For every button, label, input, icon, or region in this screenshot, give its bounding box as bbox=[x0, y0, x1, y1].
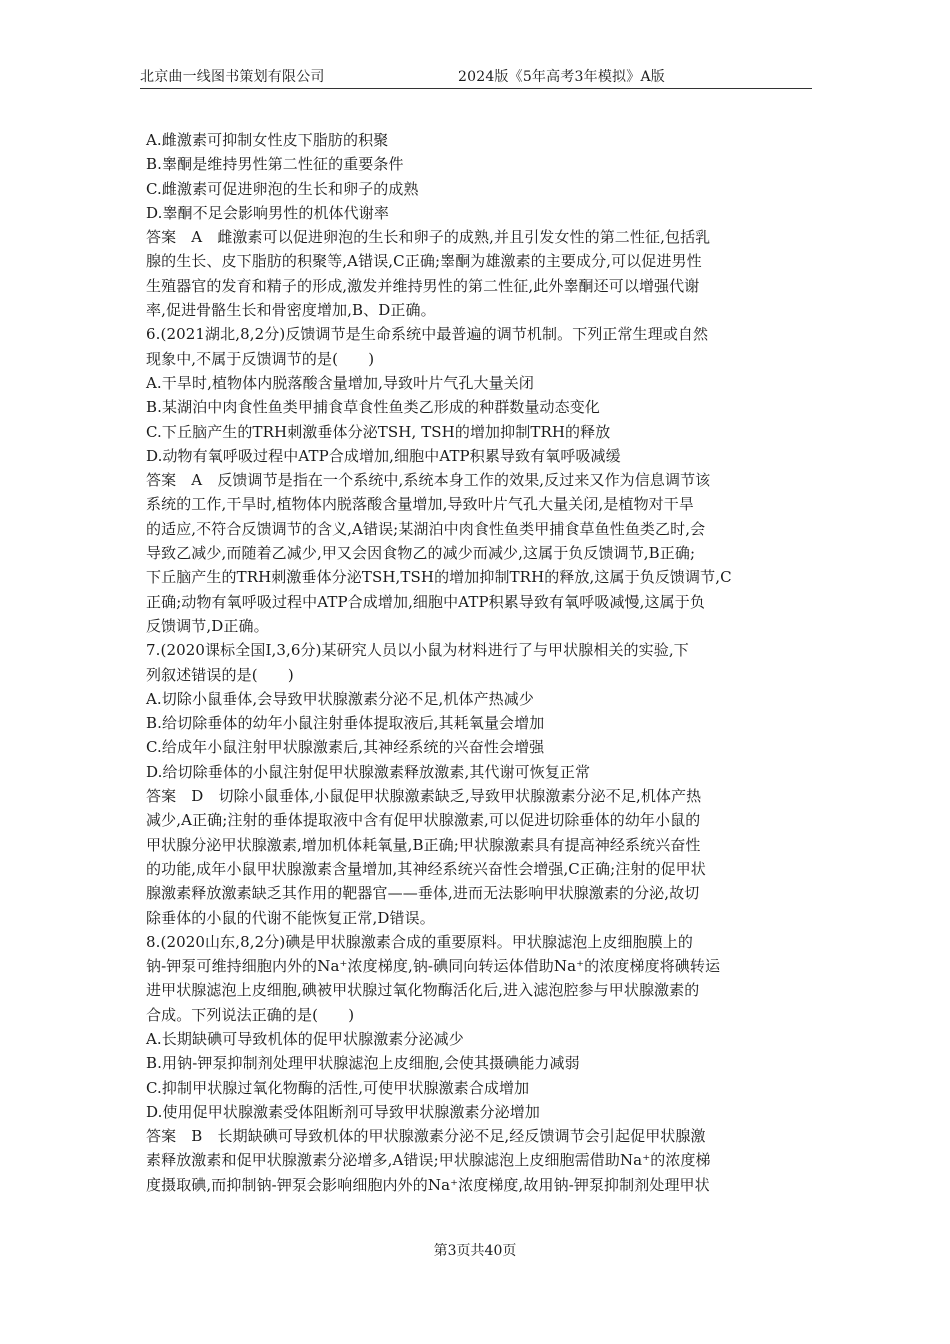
text-line: 进甲状腺滤泡上皮细胞,碘被甲状腺过氧化物酶活化后,进入滤泡腔参与甲状腺激素的 bbox=[146, 981, 700, 1000]
text-line: D.睾酮不足会影响男性的机体代谢率 bbox=[146, 203, 389, 222]
text-line: C.下丘脑产生的TRH刺激垂体分泌TSH, TSH的增加抑制TRH的释放 bbox=[146, 422, 611, 441]
text-line: 下丘脑产生的TRH刺激垂体分泌TSH,TSH的增加抑制TRH的释放,这属于负反馈调节,C bbox=[146, 568, 732, 587]
text-line: C.抑制甲状腺过氧化物酶的活性,可使甲状腺激素合成增加 bbox=[146, 1078, 530, 1097]
text-line: 反馈调节,D正确。 bbox=[146, 616, 269, 635]
page-header bbox=[140, 64, 812, 89]
text-line: 6.(2021湖北,8,2分)反馈调节是生命系统中最普遍的调节机制。下列正常生理或自然 bbox=[146, 325, 709, 344]
text-line: D.给切除垂体的小鼠注射促甲状腺激素释放激素,其代谢可恢复正常 bbox=[146, 762, 591, 781]
text-line: 答案 A 反馈调节是指在一个系统中,系统本身工作的效果,反过来又作为信息调节该 bbox=[146, 471, 711, 490]
text-line: 减少,A正确;注射的垂体提取液中含有促甲状腺激素,可以促进切除垂体的幼年小鼠的 bbox=[146, 811, 701, 830]
page-number: 第3页共40页 bbox=[433, 1243, 517, 1259]
text-line: B.用钠-钾泵抑制剂处理甲状腺滤泡上皮细胞,会使其摄碘能力减弱 bbox=[146, 1054, 580, 1073]
text-line: B.某湖泊中肉食性鱼类甲捕食草食性鱼类乙形成的种群数量动态变化 bbox=[146, 398, 600, 417]
text-line: 的适应,不符合反馈调节的含义,A错误;某湖泊中肉食性鱼类甲捕食草鱼性鱼类乙时,会 bbox=[146, 519, 706, 538]
text-line: 度摄取碘,而抑制钠-钾泵会影响细胞内外的Na⁺浓度梯度,故用钠-钾泵抑制剂处理甲状 bbox=[146, 1175, 710, 1194]
text-line: 素释放激素和促甲状腺激素分泌增多,A错误;甲状腺滤泡上皮细胞需借助Na⁺的浓度梯 bbox=[146, 1151, 711, 1170]
text-line: 率,促进骨骼生长和骨密度增加,B、D正确。 bbox=[146, 301, 436, 320]
book-title: 2024版《5年高考3年模拟》A版 bbox=[458, 69, 665, 85]
text-line: 列叙述错误的是( ) bbox=[146, 665, 294, 684]
document-body bbox=[146, 128, 810, 1197]
text-line: 生殖器官的发育和精子的形成,激发并维持男性的第二性征,此外睾酮还可以增强代谢 bbox=[146, 276, 700, 295]
text-line: A.切除小鼠垂体,会导致甲状腺激素分泌不足,机体产热减少 bbox=[146, 689, 534, 708]
text-line: 甲状腺分泌甲状腺激素,增加机体耗氧量,B正确;甲状腺激素具有提高神经系统兴奋性 bbox=[146, 835, 701, 854]
text-line: 合成。下列说法正确的是( ) bbox=[146, 1005, 355, 1024]
text-line: A.雌激素可抑制女性皮下脂肪的积聚 bbox=[146, 131, 389, 149]
text-line: 答案 D 切除小鼠垂体,小鼠促甲状腺激素缺乏,导致甲状腺激素分泌不足,机体产热 bbox=[146, 787, 702, 806]
text-line: B.睾酮是维持男性第二性征的重要条件 bbox=[146, 155, 404, 174]
text-line: 7.(2020课标全国Ⅰ,3,6分)某研究人员以小鼠为材料进行了与甲状腺相关的实验,下 bbox=[146, 641, 689, 660]
text-line: 系统的工作,干旱时,植物体内脱落酸含量增加,导致叶片气孔大量关闭,是植物对干旱 bbox=[146, 495, 694, 514]
text-line: A.干旱时,植物体内脱落酸含量增加,导致叶片气孔大量关闭 bbox=[146, 373, 534, 392]
text-line: C.给成年小鼠注射甲状腺激素后,其神经系统的兴奋性会增强 bbox=[146, 738, 545, 757]
text-line: C.雌激素可促进卵泡的生长和卵子的成熟 bbox=[146, 179, 419, 198]
text-line: 答案 B 长期缺碘可导致机体的甲状腺激素分泌不足,经反馈调节会引起促甲状腺激 bbox=[146, 1127, 706, 1146]
text-line: 腺的生长、皮下脂肪的积聚等,A错误,C正确;睾酮为雄激素的主要成分,可以促进男性 bbox=[146, 252, 702, 271]
text-line: 正确;动物有氧呼吸过程中ATP合成增加,细胞中ATP积累导致有氧呼吸减慢,这属于负 bbox=[146, 592, 705, 611]
text-line: B.给切除垂体的幼年小鼠注射垂体提取液后,其耗氧量会增加 bbox=[146, 714, 545, 733]
text-line: 腺激素释放激素缺乏其作用的靶器官——垂体,进而无法影响甲状腺激素的分泌,故切 bbox=[146, 884, 700, 903]
text-line: 8.(2020山东,8,2分)碘是甲状腺激素合成的重要原料。甲状腺滤泡上皮细胞膜上的 bbox=[146, 932, 694, 951]
text-line: 答案 A 雌激素可以促进卵泡的生长和卵子的成熟,并且引发女性的第二性征,包括乳 bbox=[146, 228, 711, 247]
text-line: 的功能,成年小鼠甲状腺激素含量增加,其神经系统兴奋性会增强,C正确;注射的促甲状 bbox=[146, 859, 706, 878]
text-line: 现象中,不属于反馈调节的是( ) bbox=[146, 349, 375, 368]
text-line: D.使用促甲状腺激素受体阻断剂可导致甲状腺激素分泌增加 bbox=[146, 1102, 540, 1121]
text-line: 导致乙减少,而随着乙减少,甲又会因食物乙的减少而减少,这属于负反馈调节,B正确; bbox=[146, 544, 696, 563]
text-line: A.长期缺碘可导致机体的促甲状腺激素分泌减少 bbox=[146, 1029, 464, 1048]
text-line: 除垂体的小鼠的代谢不能恢复正常,D错误。 bbox=[146, 908, 435, 927]
text-line: D.动物有氧呼吸过程中ATP合成增加,细胞中ATP积累导致有氧呼吸减缓 bbox=[146, 446, 621, 465]
text-line: 钠-钾泵可维持细胞内外的Na⁺浓度梯度,钠-碘同向转运体借助Na⁺的浓度梯度将碘转运 bbox=[146, 957, 721, 976]
publisher-name: 北京曲一线图书策划有限公司 bbox=[140, 69, 325, 85]
